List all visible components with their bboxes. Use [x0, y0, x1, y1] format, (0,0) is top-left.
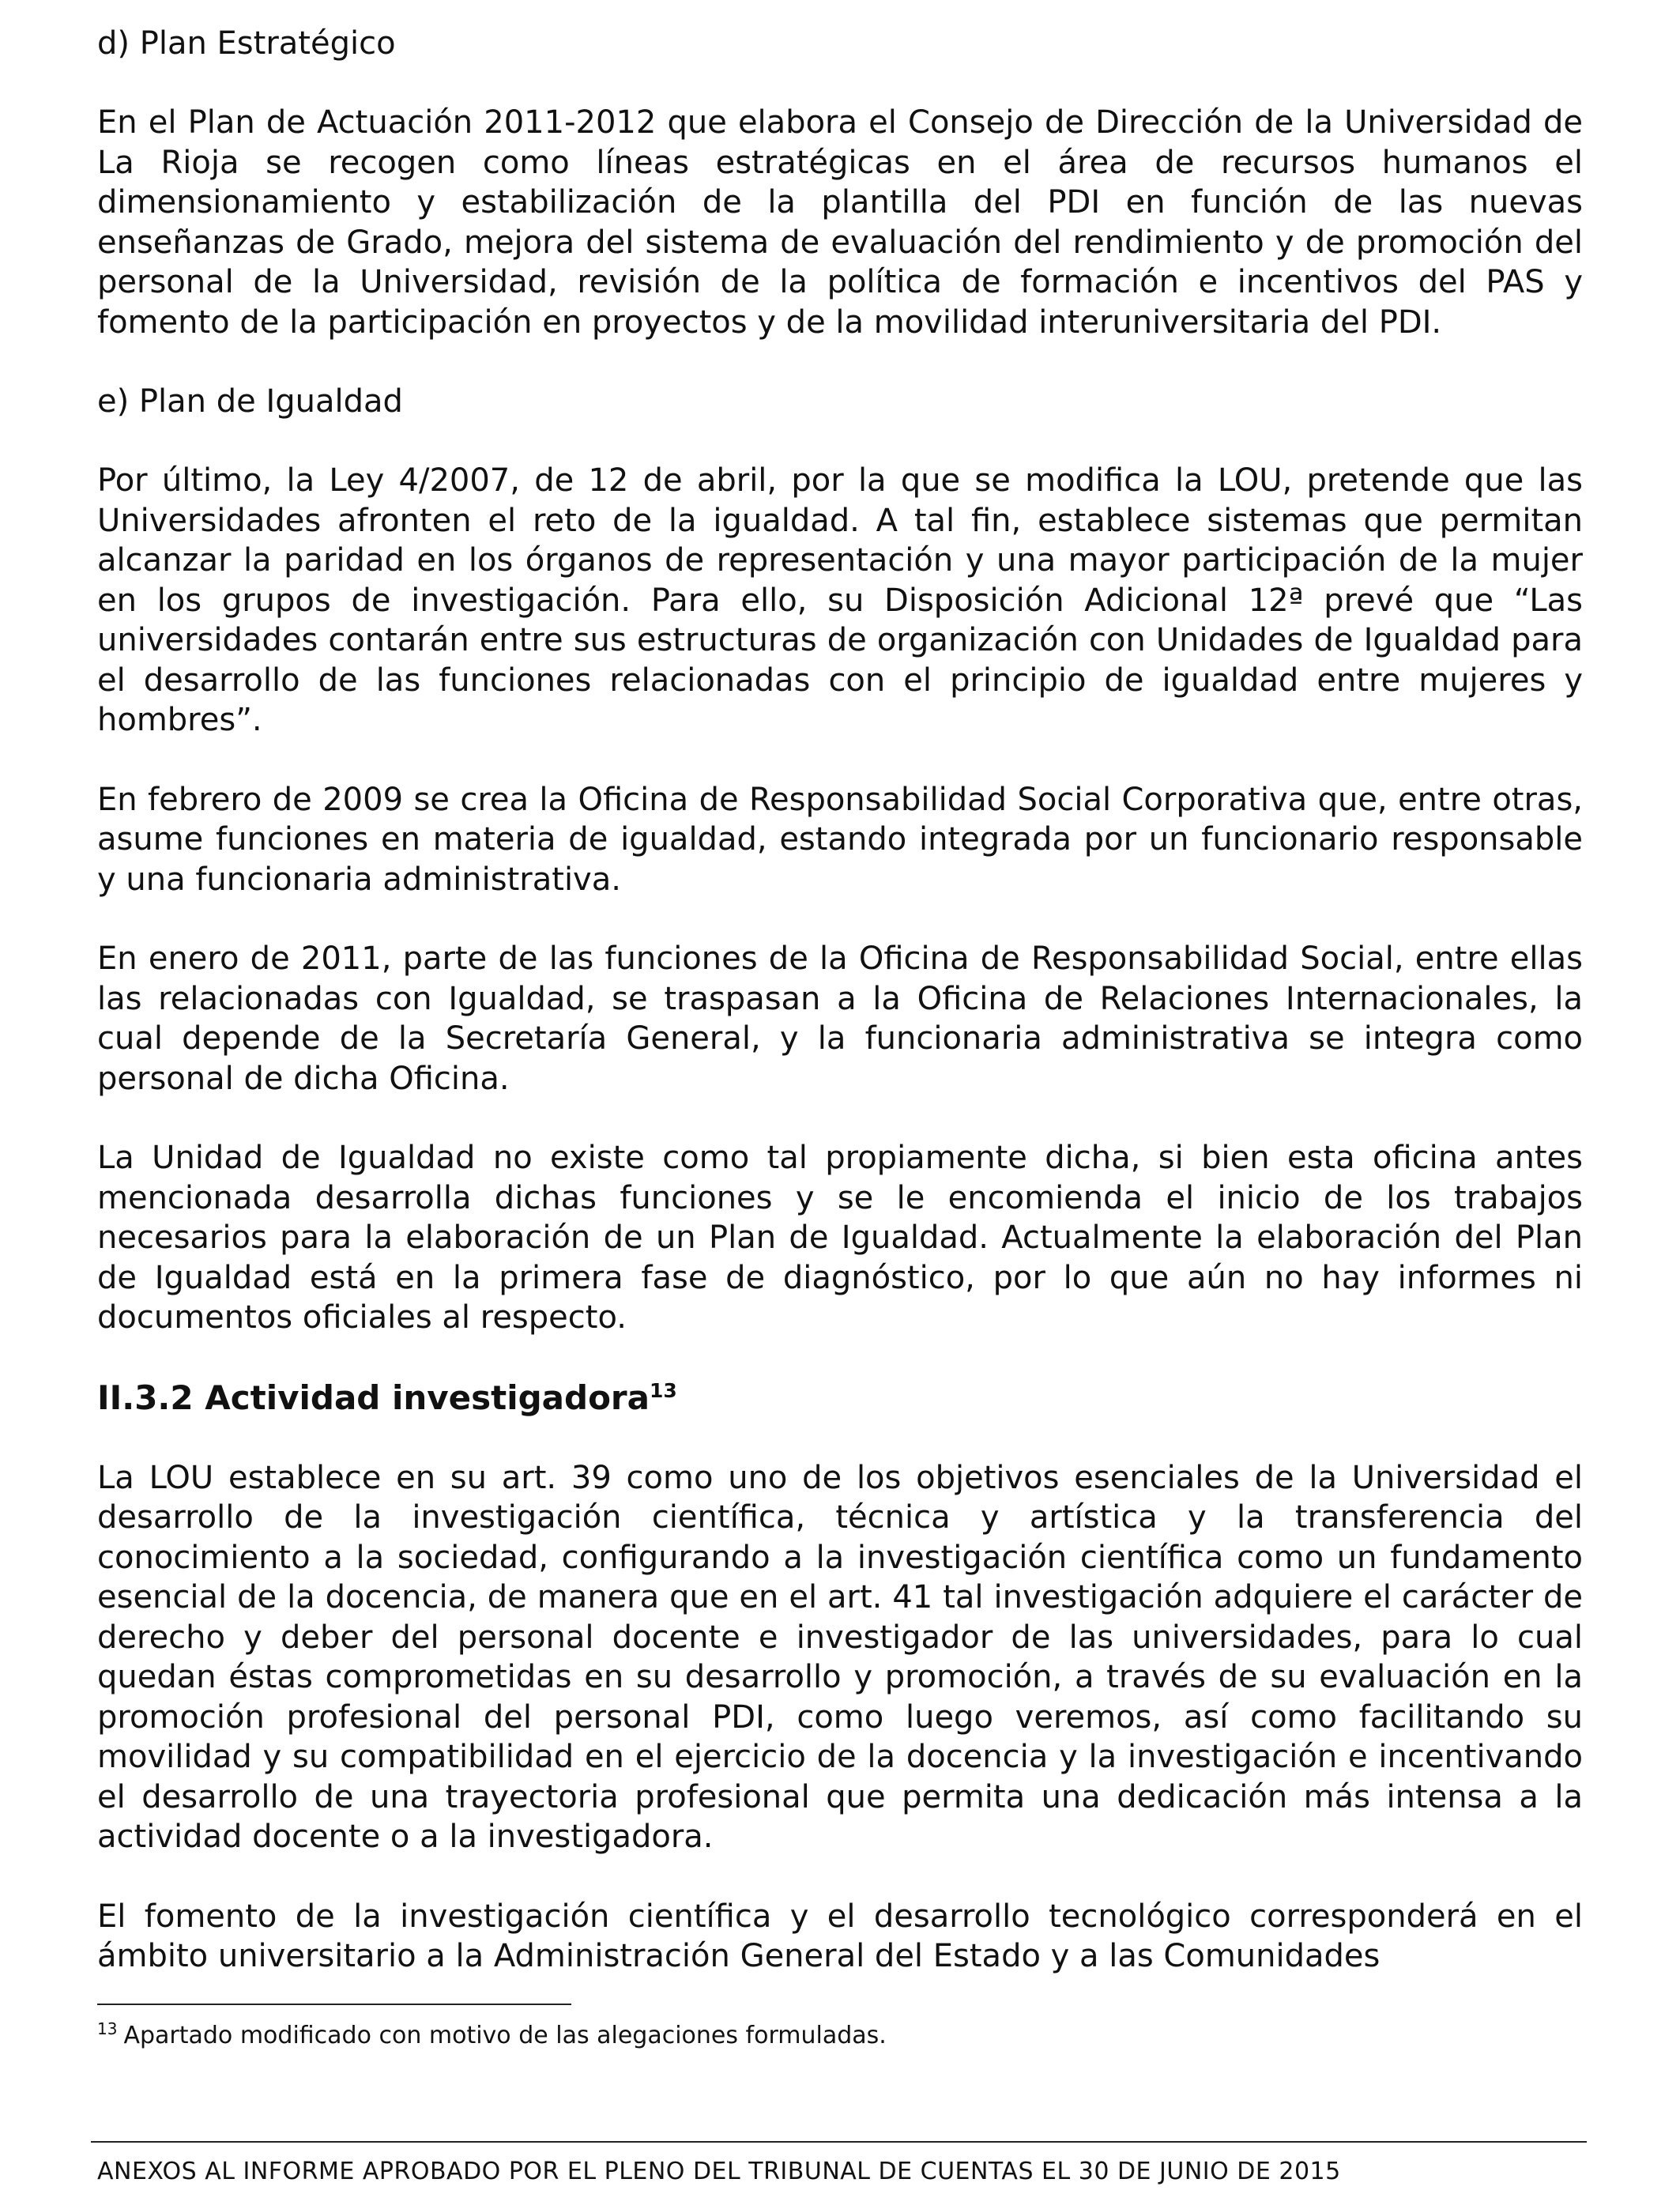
- page-footer: ANEXOS AL INFORME APROBADO POR EL PLENO DEL TRIBUNAL DE CUENTAS EL 30 DE JUNIO DE 2015: [97, 2158, 1341, 2185]
- paragraph-plan-actuacion: En el Plan de Actuación 2011-2012 que elabora el Consejo de Dirección de la Universidad de La Rioja se recogen como líneas estratégicas en el área de recursos humanos el dimensionamiento y estabilización de la plantilla del PDI en función de las nuevas enseñanzas de Grado, mejora del sistema de evaluación del rendimiento y de promoción del personal de la Universidad, revisión de la política de formación e incentivos del PAS y fomento de la participación en proyectos y de la movilidad interuniversitaria del PDI.: [97, 104, 1583, 341]
- paragraph-unidad-igualdad: La Unidad de Igualdad no existe como tal propiamente dicha, si bien esta oficina antes mencionada desarrolla dichas funciones y se le encomienda el inicio de los trabajos necesarios para la elaboración de un Plan de Igualdad. Actualmente la elaboración del Plan de Igualdad está en la primera fase de diagnóstico, por lo que aún no hay informes ni documentos oficiales al respecto.: [97, 1140, 1583, 1336]
- section-title-actividad-investigadora: [97, 1378, 1583, 1419]
- heading-plan-igualdad: e) Plan de Igualdad: [97, 383, 403, 420]
- footnote-reference: 13: [650, 1378, 677, 1402]
- paragraph-ley-igualdad: Por último, la Ley 4/2007, de 12 de abril, por la que se modifica la LOU, pretende que las Universidades afronten el reto de la igualdad. A tal fin, establece sistemas que permitan alcanzar la paridad en los órganos de representación y una mayor participación de la mujer en los grupos de investigación. Para ello, su Disposición Adicional 12ª prevé que “Las universidades contarán entre sus estructuras de organización con Unidades de Igualdad para el desarrollo de las funciones relacionadas con el principio de igualdad entre mujeres y hombres”.: [97, 462, 1583, 738]
- section-title-text: II.3.2 Actividad investigadora: [97, 1378, 650, 1417]
- paragraph-oficina-rsc: En febrero de 2009 se crea la Oficina de Responsabilidad Social Corporativa que, entre otras, asume funciones en materia de igualdad, estando integrada por un funcionario responsable y una funcionaria administrativa.: [97, 781, 1583, 898]
- footer-divider: [91, 2141, 1587, 2143]
- paragraph-lou-investigacion: La LOU establece en su art. 39 como uno de los objetivos esenciales de la Universidad el desarrollo de la investigación científica, técnica y artística y la transferencia del conocimiento a la sociedad, configurando a la investigación científica como un fundamento esencial de la docencia, de manera que en el art. 41 tal investigación adquiere el carácter de derecho y deber del personal docente e investigador de las universidades, para lo cual quedan éstas comprometidas en su desarrollo y promoción, a través de su evaluación en la promoción profesional del personal PDI, como luego veremos, así como facilitando su movilidad y su compatibilidad en el ejercicio de la docencia y la investigación e incentivando el desarrollo de una trayectoria profesional que permita una dedicación más intensa a la actividad docente o a la investigadora.: [97, 1459, 1583, 1855]
- footnote-text: Apartado modificado con motivo de las alegaciones formuladas.: [123, 2022, 887, 2049]
- document-page: [97, 24, 1583, 1977]
- footnote: [97, 2020, 887, 2052]
- paragraph-fomento-investigacion: El fomento de la investigación científica y el desarrollo tecnológico corresponderá en el ámbito universitario a la Administración General del Estado y a las Comunidades: [97, 1898, 1583, 1974]
- heading-plan-estrategico: d) Plan Estratégico: [97, 25, 396, 62]
- paragraph-traspaso-funciones: En enero de 2011, parte de las funciones de la Oficina de Responsabilidad Social, entre ellas las relacionadas con Igualdad, se traspasan a la Oficina de Relaciones Internacionales, la cual depende de la Secretaría General, y la funcionaria administrativa se integra como personal de dicha Oficina.: [97, 941, 1583, 1097]
- footnote-number: 13: [97, 2019, 118, 2038]
- footnote-divider: [97, 2004, 571, 2005]
